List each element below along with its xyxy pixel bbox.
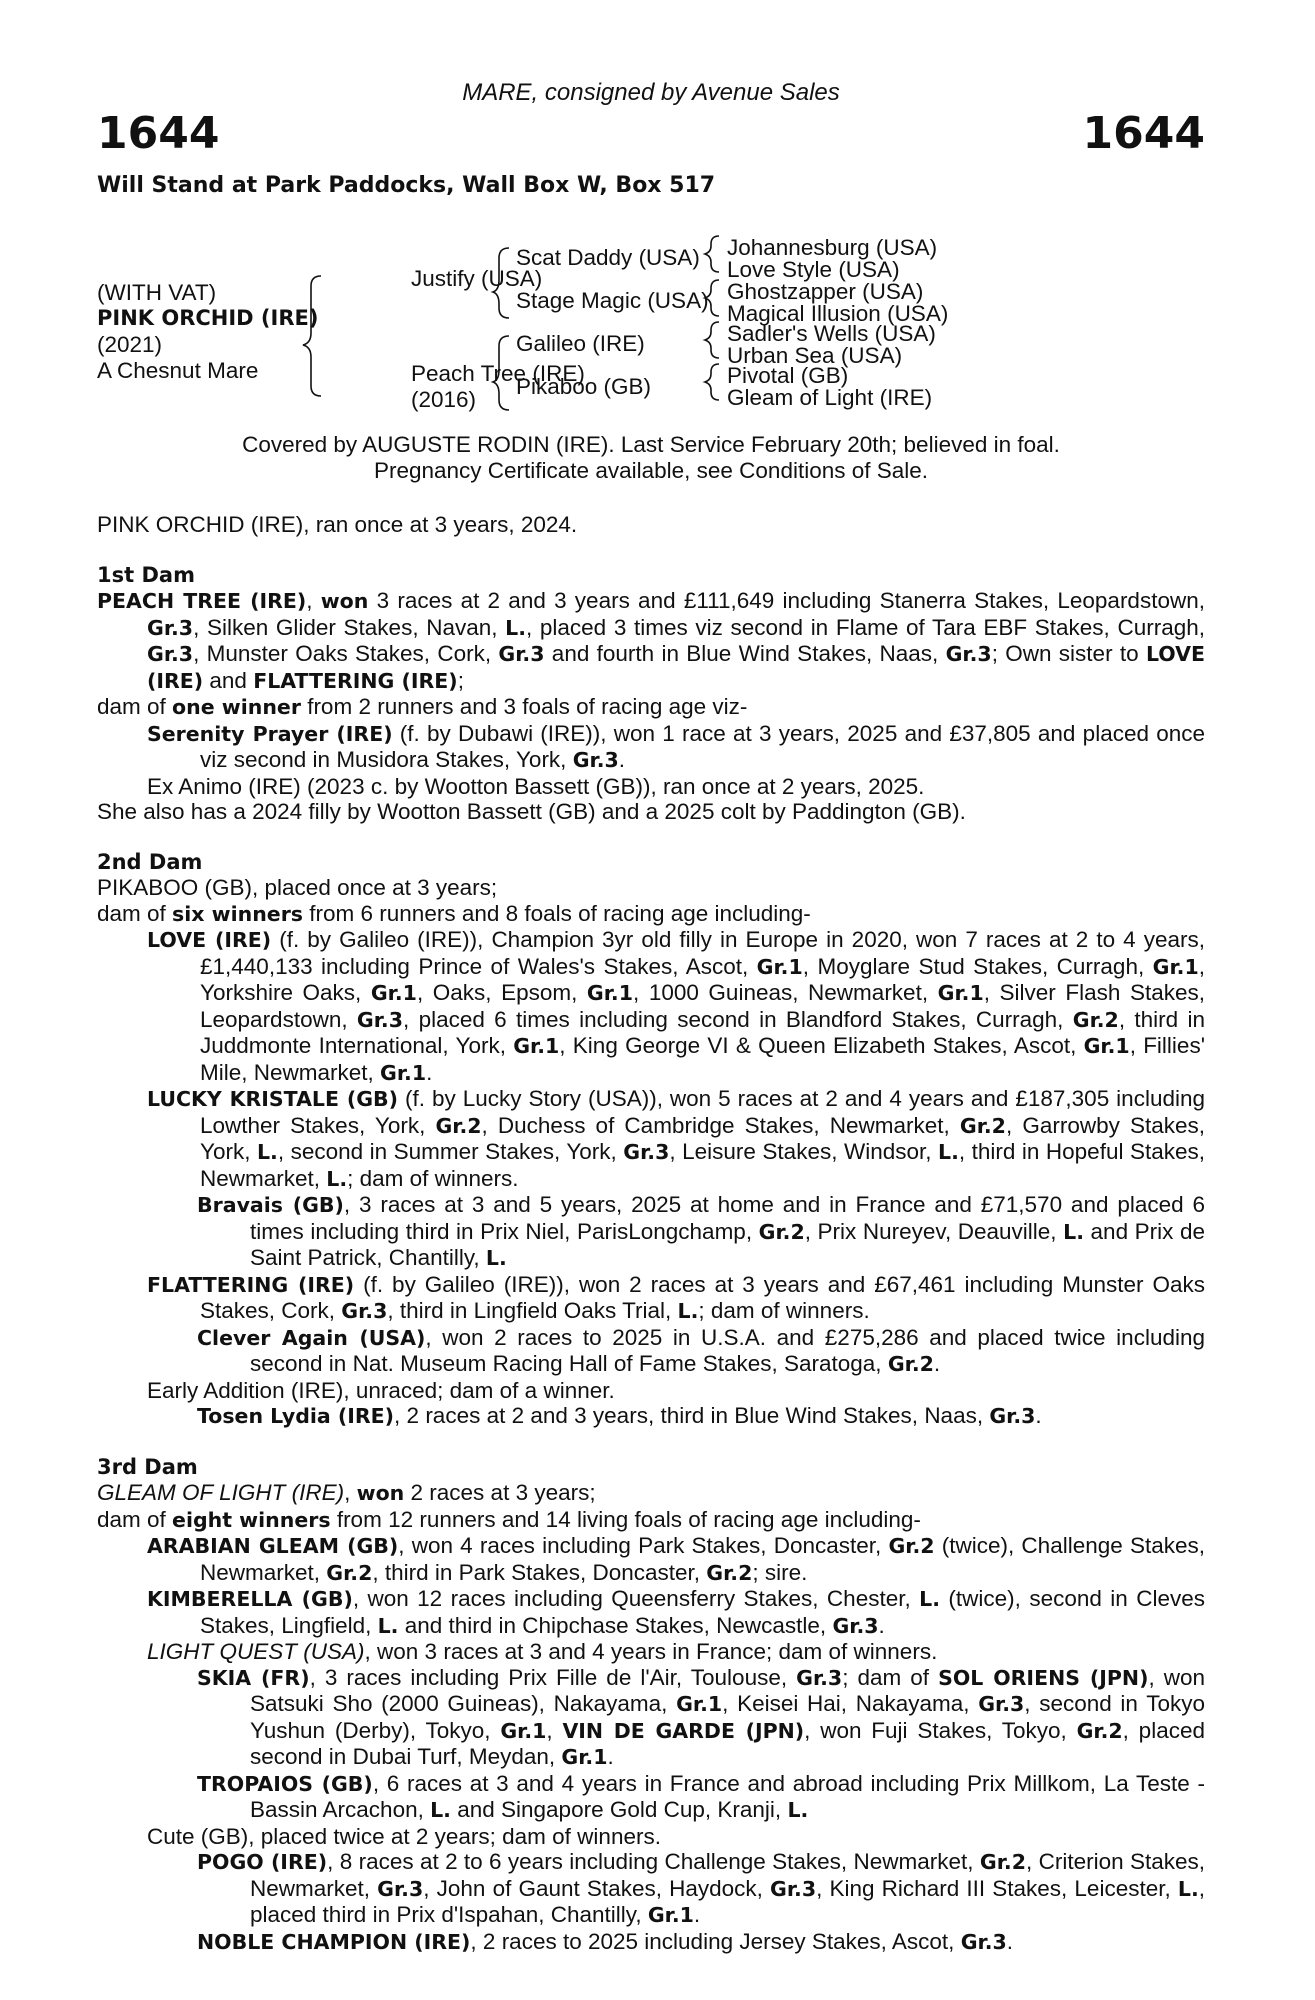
horse-name: PINK ORCHID (IRE): [97, 306, 319, 330]
dam-year: (2016): [411, 387, 477, 412]
first-dam-produce-summary: dam of one winner from 2 runners and 3 foals of racing age viz-: [97, 694, 748, 719]
covered-line-1: Covered by AUGUSTE RODIN (IRE). Last Service February 20th; believed in foal.: [242, 432, 1060, 457]
consignor-line: MARE, consigned by Avenue Sales: [462, 79, 840, 106]
produce-light-quest: LIGHT QUEST (USA), won 3 races at 3 and 4 years in France; dam of winners.: [147, 1639, 938, 1664]
dam-details: [97, 512, 1205, 1955]
produce-ex-animo: Ex Animo (IRE) (2023 c. by Wootton Bassett (GB)), ran once at 2 years, 2025.: [147, 773, 925, 799]
gen3-dss: Sadler's Wells (USA): [727, 321, 936, 346]
gen3-sds: Ghostzapper (USA): [727, 279, 924, 304]
lot-number-left: 1644: [97, 108, 220, 159]
sire-dam: Stage Magic (USA): [516, 288, 709, 313]
gen3-sdd: Magical Illusion (USA): [727, 301, 949, 326]
produce-kimberella: KIMBERELLA (GB), won 12 races including Queensferry Stakes, Chester, L. (twice), second in Cleves Stakes, Lingfield, L. and third in Chipchase Stakes, Newcastle, Gr.3.: [147, 1586, 1205, 1638]
produce-flattering: FLATTERING (IRE) (f. by Galileo (IRE)), won 2 races at 3 years and £67,461 including Munster Oaks Stakes, Cork, Gr.3, third in Lingfield Oaks Trial, L.; dam of winners.: [147, 1271, 1205, 1323]
produce-cute: Cute (GB), placed twice at 2 years; dam of winners.: [147, 1823, 661, 1849]
third-dam-record: GLEAM OF LIGHT (IRE), won 2 races at 3 years;: [97, 1480, 596, 1505]
produce-clever-again: Clever Again (USA), won 2 races to 2025 in U.S.A. and £275,286 and placed twice including second in Nat. Museum Racing Hall of Fame Stakes, Saratoga, Gr.2.: [197, 1324, 1205, 1376]
produce-serenity-prayer: Serenity Prayer (IRE) (f. by Dubawi (IRE)), won 1 race at 3 years, 2025 and £37,805 and placed once viz second in Musidora Stakes, York, Gr.3.: [147, 720, 1206, 772]
first-dam-record: PEACH TREE (IRE), won 3 races at 2 and 3 years and £111,649 including Stanerra Stakes, Leopardstown, Gr.3, Silken Glider Stakes, Navan, L., placed 3 times viz second in Flame of Tara EBF Stakes, Curragh, Gr.3, Munster Oaks Stakes, Cork, Gr.3 and fourth in Blue Wind Stakes, Naas, Gr.3; Own sister to LOVE (IRE) and FLATTERING (IRE);: [97, 588, 1206, 693]
first-dam-also: She also has a 2024 filly by Wootton Bassett (GB) and a 2025 colt by Paddington (GB).: [97, 799, 966, 824]
second-dam-produce-summary: dam of six winners from 6 runners and 8 foals of racing age including-: [97, 900, 811, 926]
produce-bravais: Bravais (GB), 3 races at 3 and 5 years, 2025 at home and in France and £71,570 and placed 6 times including third in Prix Niel, ParisLongchamp, Gr.2, Prix Nureyev, Deauville, L. and Prix de Saint Patrick, Chantilly, L.: [197, 1192, 1205, 1270]
produce-tropaios: TROPAIOS (GB), 6 races at 3 and 4 years in France and abroad including Prix Millkom, La Teste - Bassin Arcachon, L. and Singapore Gold Cup, Kranji, L.: [197, 1770, 1205, 1822]
gen3-dsd: Urban Sea (USA): [727, 343, 903, 368]
lot-number-right: 1644: [1082, 108, 1205, 159]
produce-early-addition: Early Addition (IRE), unraced; dam of a winner.: [147, 1377, 615, 1403]
gen3-ssd: Love Style (USA): [727, 257, 900, 282]
gen3-sss: Johannesburg (USA): [727, 235, 938, 260]
dam-name: Peach Tree (IRE): [411, 361, 585, 386]
horse-description: A Chesnut Mare: [97, 358, 259, 383]
dam-sire: Galileo (IRE): [516, 331, 645, 356]
covered-note: [97, 432, 1205, 483]
produce-pogo: POGO (IRE), 8 races at 2 to 6 years including Challenge Stakes, Newmarket, Gr.2, Criterion Stakes, Newmarket, Gr.3, John of Gaunt Stakes, Haydock, Gr.3, King Richard III Stakes, Leicester, L., placed third in Prix d'Ispahan, Chantilly, Gr.1.: [197, 1849, 1206, 1927]
vat-label: (WITH VAT): [97, 280, 217, 305]
third-dam-produce-summary: dam of eight winners from 12 runners and 14 living foals of racing age including-: [97, 1506, 921, 1532]
produce-noble-champion: NOBLE CHAMPION (IRE), 2 races to 2025 including Jersey Stakes, Ascot, Gr.3.: [197, 1928, 1014, 1954]
second-dam-record: PIKABOO (GB), placed once at 3 years;: [97, 875, 498, 900]
stand-location: Will Stand at Park Paddocks, Wall Box W, Box 517: [97, 173, 716, 198]
gen3-dds: Pivotal (GB): [727, 363, 849, 388]
third-dam-heading: 3rd Dam: [97, 1454, 198, 1479]
horse-year: (2021): [97, 332, 163, 357]
dam-dam: Pikaboo (GB): [516, 374, 652, 399]
first-dam-heading: 1st Dam: [97, 562, 195, 587]
covered-line-2: Pregnancy Certificate available, see Conditions of Sale.: [373, 457, 929, 483]
produce-love: LOVE (IRE) (f. by Galileo (IRE)), Champion 3yr old filly in Europe in 2020, won 7 races at 2 to 4 years, £1,440,133 including Prince of Wales's Stakes, Ascot, Gr.1, Moyglare Stud Stakes, Curragh, Gr.1, Yorkshire Oaks, Gr.1, Oaks, Epsom, Gr.1, 1000 Guineas, Newmarket, Gr.1, Silver Flash Stakes, Leopardstown, Gr.3, placed 6 times including second in Blandford Stakes, Curragh, Gr.2, third in Juddmonte International, York, Gr.1, King George VI & Queen Elizabeth Stakes, Ascot, Gr.1, Fillies' Mile, Newmarket, Gr.1.: [147, 927, 1206, 1085]
intro-line: PINK ORCHID (IRE), ran once at 3 years, 2024.: [97, 512, 578, 537]
sire-name: Justify (USA): [411, 266, 543, 291]
produce-arabian-gleam: ARABIAN GLEAM (GB), won 4 races including Park Stakes, Doncaster, Gr.2 (twice), Challenge Stakes, Newmarket, Gr.2, third in Park Stakes, Doncaster, Gr.2; sire.: [147, 1533, 1205, 1585]
gen3-ddd: Gleam of Light (IRE): [727, 385, 933, 410]
sire-sire: Scat Daddy (USA): [516, 245, 700, 270]
produce-lucky-kristale: LUCKY KRISTALE (GB) (f. by Lucky Story (USA)), won 5 races at 2 and 4 years and £187,305 including Lowther Stakes, York, Gr.2, Duchess of Cambridge Stakes, Newmarket, Gr.2, Garrowby Stakes, York, L., second in Summer Stakes, York, Gr.3, Leisure Stakes, Windsor, L., third in Hopeful Stakes, Newmarket, L.; dam of winners.: [147, 1086, 1206, 1191]
second-dam-heading: 2nd Dam: [97, 849, 203, 874]
produce-tosen-lydia: Tosen Lydia (IRE), 2 races at 2 and 3 years, third in Blue Wind Stakes, Naas, Gr.3.: [197, 1403, 1042, 1428]
produce-skia: SKIA (FR), 3 races including Prix Fille de l'Air, Toulouse, Gr.3; dam of SOL ORIENS (JPN), won Satsuki Sho (2000 Guineas), Nakayama, Gr.1, Keisei Hai, Nakayama, Gr.3, second in Tokyo Yushun (Derby), Tokyo, Gr.1, VIN DE GARDE (JPN), won Fuji Stakes, Tokyo, Gr.2, placed second in Dubai Turf, Meydan, Gr.1.: [197, 1664, 1206, 1769]
